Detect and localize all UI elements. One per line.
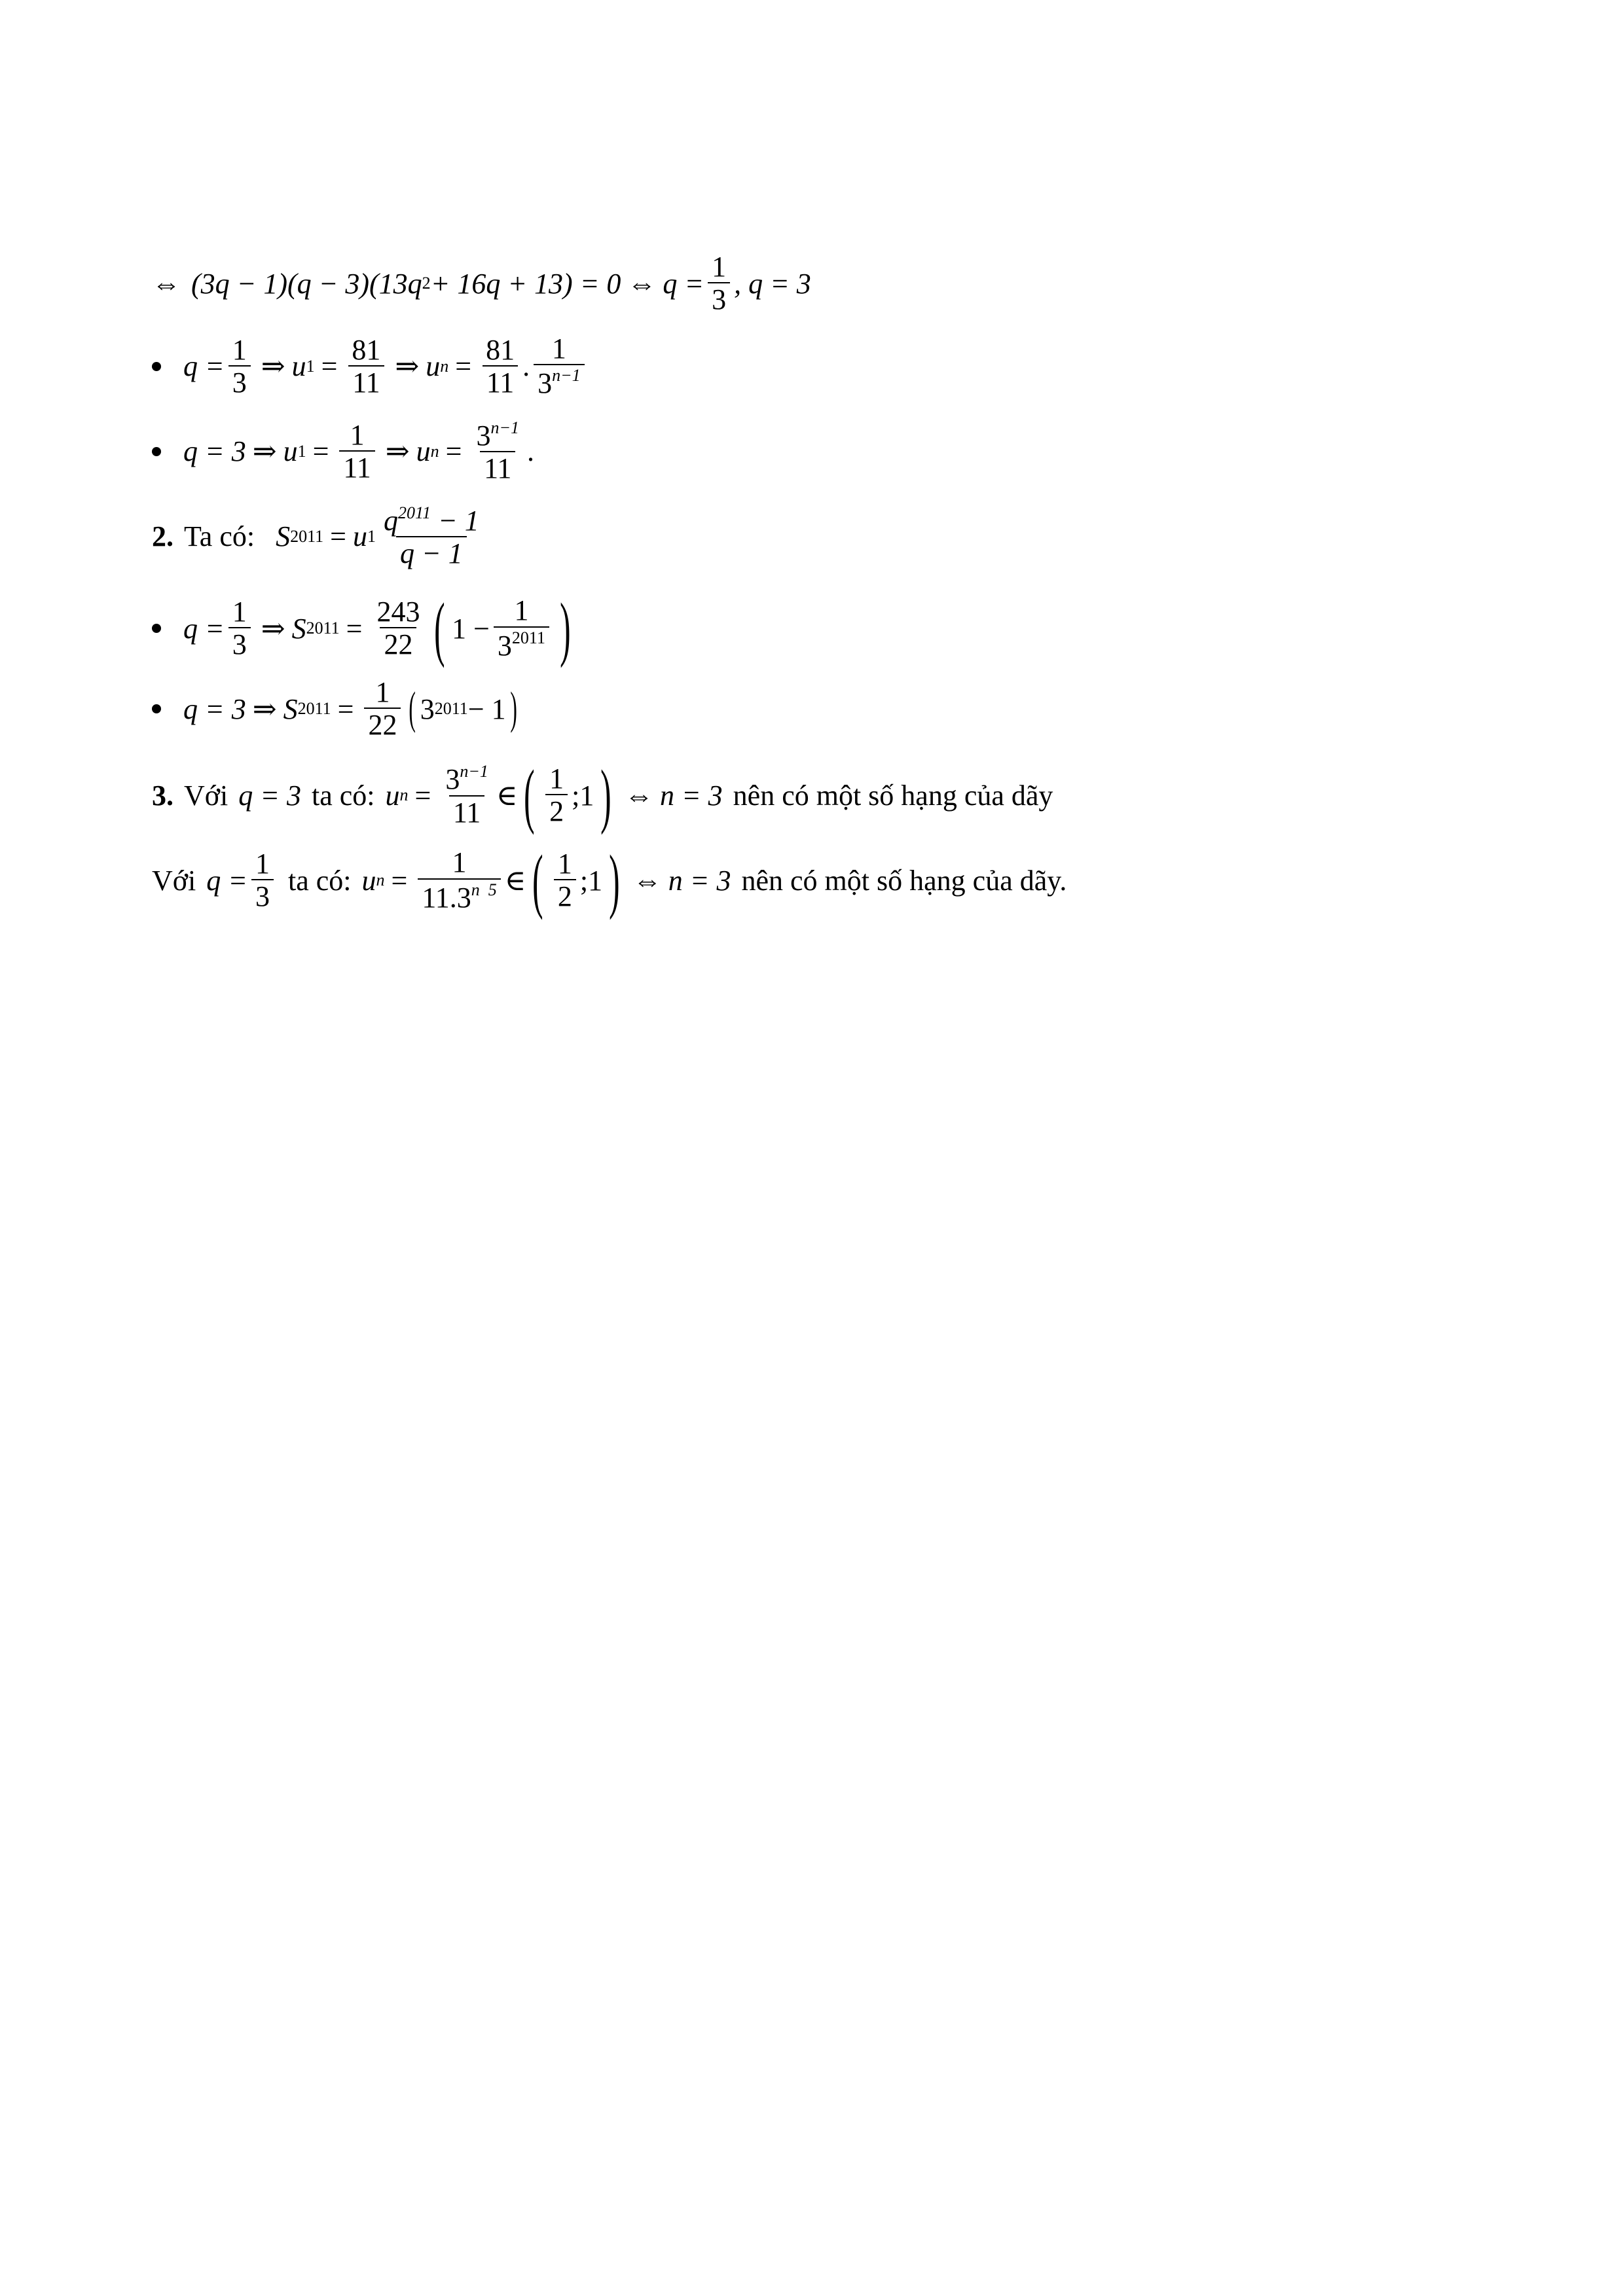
implies-symbol: ⇒ [261,612,285,645]
dot: . [522,350,530,383]
numerator: 1 [232,333,247,366]
left-parenthesis: ( [409,683,416,734]
denominator: 11 [483,365,518,398]
denominator: 3 [228,627,251,660]
denominator [418,878,500,913]
equals-sign: = [312,435,329,468]
element-of-symbol: ∈ [504,864,526,897]
denominator: 2 [545,794,568,827]
subscript: n [440,356,449,376]
left-parenthesis: ( [434,588,446,668]
s-symbol: S [291,612,306,645]
numerator [380,504,483,536]
denominator: 3 [251,879,274,912]
text: ta có: [287,864,352,897]
denominator: 3 [708,282,730,315]
subscript: 2011 [306,619,340,637]
fraction [472,419,523,484]
q-equals-three: q = 3 [238,779,301,812]
right-parenthesis: ) [560,588,571,668]
exponent: n 5 [471,880,497,899]
bullet-line-q-three [152,419,534,484]
numerator: 1 [712,251,727,283]
part-number: 3. [152,779,173,812]
numerator: 1 [557,847,572,880]
equals-sign: = [391,864,408,897]
fraction [228,335,251,398]
subscript: 2011 [297,699,331,719]
period: . [527,435,535,468]
equals-sign: = [414,779,431,812]
implies-symbol: ⇒ [252,435,277,468]
implies-symbol: ⇒ [395,350,420,383]
text: Với [184,779,228,812]
numerator: 81 [486,333,515,366]
base: 3 [420,692,435,725]
q-equals: q = [663,267,704,300]
fraction [441,762,492,827]
subscript: n [376,870,385,889]
exponent: 2011 [434,699,468,719]
equals-sign: = [455,350,472,383]
minus-one: − 1 [431,505,479,537]
part-3-line [152,755,1053,835]
denominator: 22 [364,708,401,740]
exponent: n−1 [490,418,520,437]
subscript: 1 [306,356,315,376]
n-equals-three: n = 3 [668,864,731,897]
bullet-icon [152,362,161,371]
subscript: 2011 [290,526,324,546]
base: 3 [538,367,553,400]
q-equals-three: q = 3 [183,692,246,725]
u-symbol: u [361,864,376,897]
right-parenthesis: ) [609,840,620,920]
part-number: 2. [152,520,173,553]
equals-sign: = [330,520,346,553]
conclusion-text: nên có một số hạng của dãy. [741,864,1067,897]
numerator: 1 [514,594,529,627]
text: ta có: [311,779,375,812]
q-equals: q = [206,864,247,897]
right-parenthesis: ) [600,755,611,835]
u-symbol: u [385,779,400,812]
numerator: 1 [549,762,564,795]
exponent: 2011 [511,628,545,647]
subscript: n [399,785,409,804]
conclusion-text: nên có một số hạng của dãy [733,779,1053,812]
numerator: 1 [350,418,365,451]
equivalence-symbol: ⇔ [152,267,181,300]
equals-sign: = [346,612,363,645]
subscript: n [430,441,439,461]
fraction [348,335,384,398]
base: q [383,505,398,537]
exponent: n−1 [460,762,488,781]
implies-symbol: ⇒ [252,692,277,725]
q-second-value: , q = 3 [734,267,811,300]
numerator: 1 [551,332,566,365]
exponent: 2 [422,274,431,293]
expression-rest: + 16q + 13) = 0 [430,267,621,300]
denominator: 3 [228,365,251,398]
base: 11.3 [422,881,471,914]
q-equals: q = [183,612,225,645]
exponent: n−1 [552,366,581,386]
part-3-second-line [152,840,1067,920]
denominator [534,364,585,399]
denominator: 11 [449,795,484,828]
subscript: 1 [297,441,306,461]
base: 3 [497,629,512,662]
fraction [251,849,274,912]
q-equals-three: q = 3 [183,435,246,468]
denominator: 11 [348,365,384,398]
numerator: 81 [352,333,381,366]
u-symbol: u [291,350,306,383]
numerator: 1 [255,847,270,880]
fraction [708,252,730,315]
factored-expression: (3q − 1)(q − 3)(13q [191,267,422,300]
u-symbol: u [416,435,431,468]
implies-symbol: ⇒ [261,350,285,383]
subscript: 1 [367,526,376,546]
u-symbol: u [283,435,298,468]
equivalence-symbol: ⇔ [627,267,657,300]
denominator: 22 [380,627,416,660]
denominator [494,626,549,661]
numerator [472,419,523,451]
fraction [494,596,549,660]
fraction [418,848,500,912]
denominator: 11 [480,451,515,484]
implies-symbol: ⇒ [385,435,410,468]
fraction [482,335,519,398]
interval-end: ;1 [579,864,603,897]
fraction [339,420,374,483]
part-2-line [152,504,487,569]
denominator: 11 [339,450,374,483]
denominator: 2 [554,879,576,912]
equals-sign: = [337,692,354,725]
q-equals: q = [183,350,225,383]
numerator [441,762,492,795]
u-symbol: u [352,520,367,553]
equivalence-symbol: ⇔ [632,864,662,897]
fraction [373,597,424,660]
numerator: 243 [376,595,420,628]
numerator: 1 [232,595,247,628]
text: Với [152,864,196,897]
fraction [554,849,576,912]
exponent: 2011 [397,503,431,522]
base: 3 [445,763,460,796]
fraction [364,677,401,740]
equivalence-symbol: ⇔ [624,779,653,812]
bullet-icon [152,624,161,633]
element-of-symbol: ∈ [496,779,518,812]
bullet-line-sum-three [152,677,521,740]
numerator: 1 [375,676,390,708]
equals-sign: = [321,350,338,383]
s-symbol: S [283,692,298,725]
bullet-line-sum-one-third [152,588,577,668]
left-parenthesis: ( [532,840,543,920]
left-parenthesis: ( [524,755,536,835]
bullet-icon [152,447,161,456]
denominator: q − 1 [396,536,467,569]
fraction [545,764,568,827]
fraction [228,597,251,660]
n-equals-three: n = 3 [659,779,723,812]
fraction [380,504,483,569]
bullet-icon [152,704,161,713]
text: Ta có: [184,520,255,553]
u-symbol: u [426,350,441,383]
one-minus: 1 − [452,612,490,645]
equation-line-1 [152,252,811,315]
interval-end: ;1 [572,779,594,812]
bullet-line-q-one-third [152,334,589,399]
numerator: 1 [452,846,467,879]
equals-sign: = [445,435,462,468]
s-symbol: S [276,520,291,553]
fraction [534,334,585,399]
right-parenthesis: ) [510,683,517,734]
minus-one: − 1 [467,692,506,725]
base: 3 [476,420,491,452]
